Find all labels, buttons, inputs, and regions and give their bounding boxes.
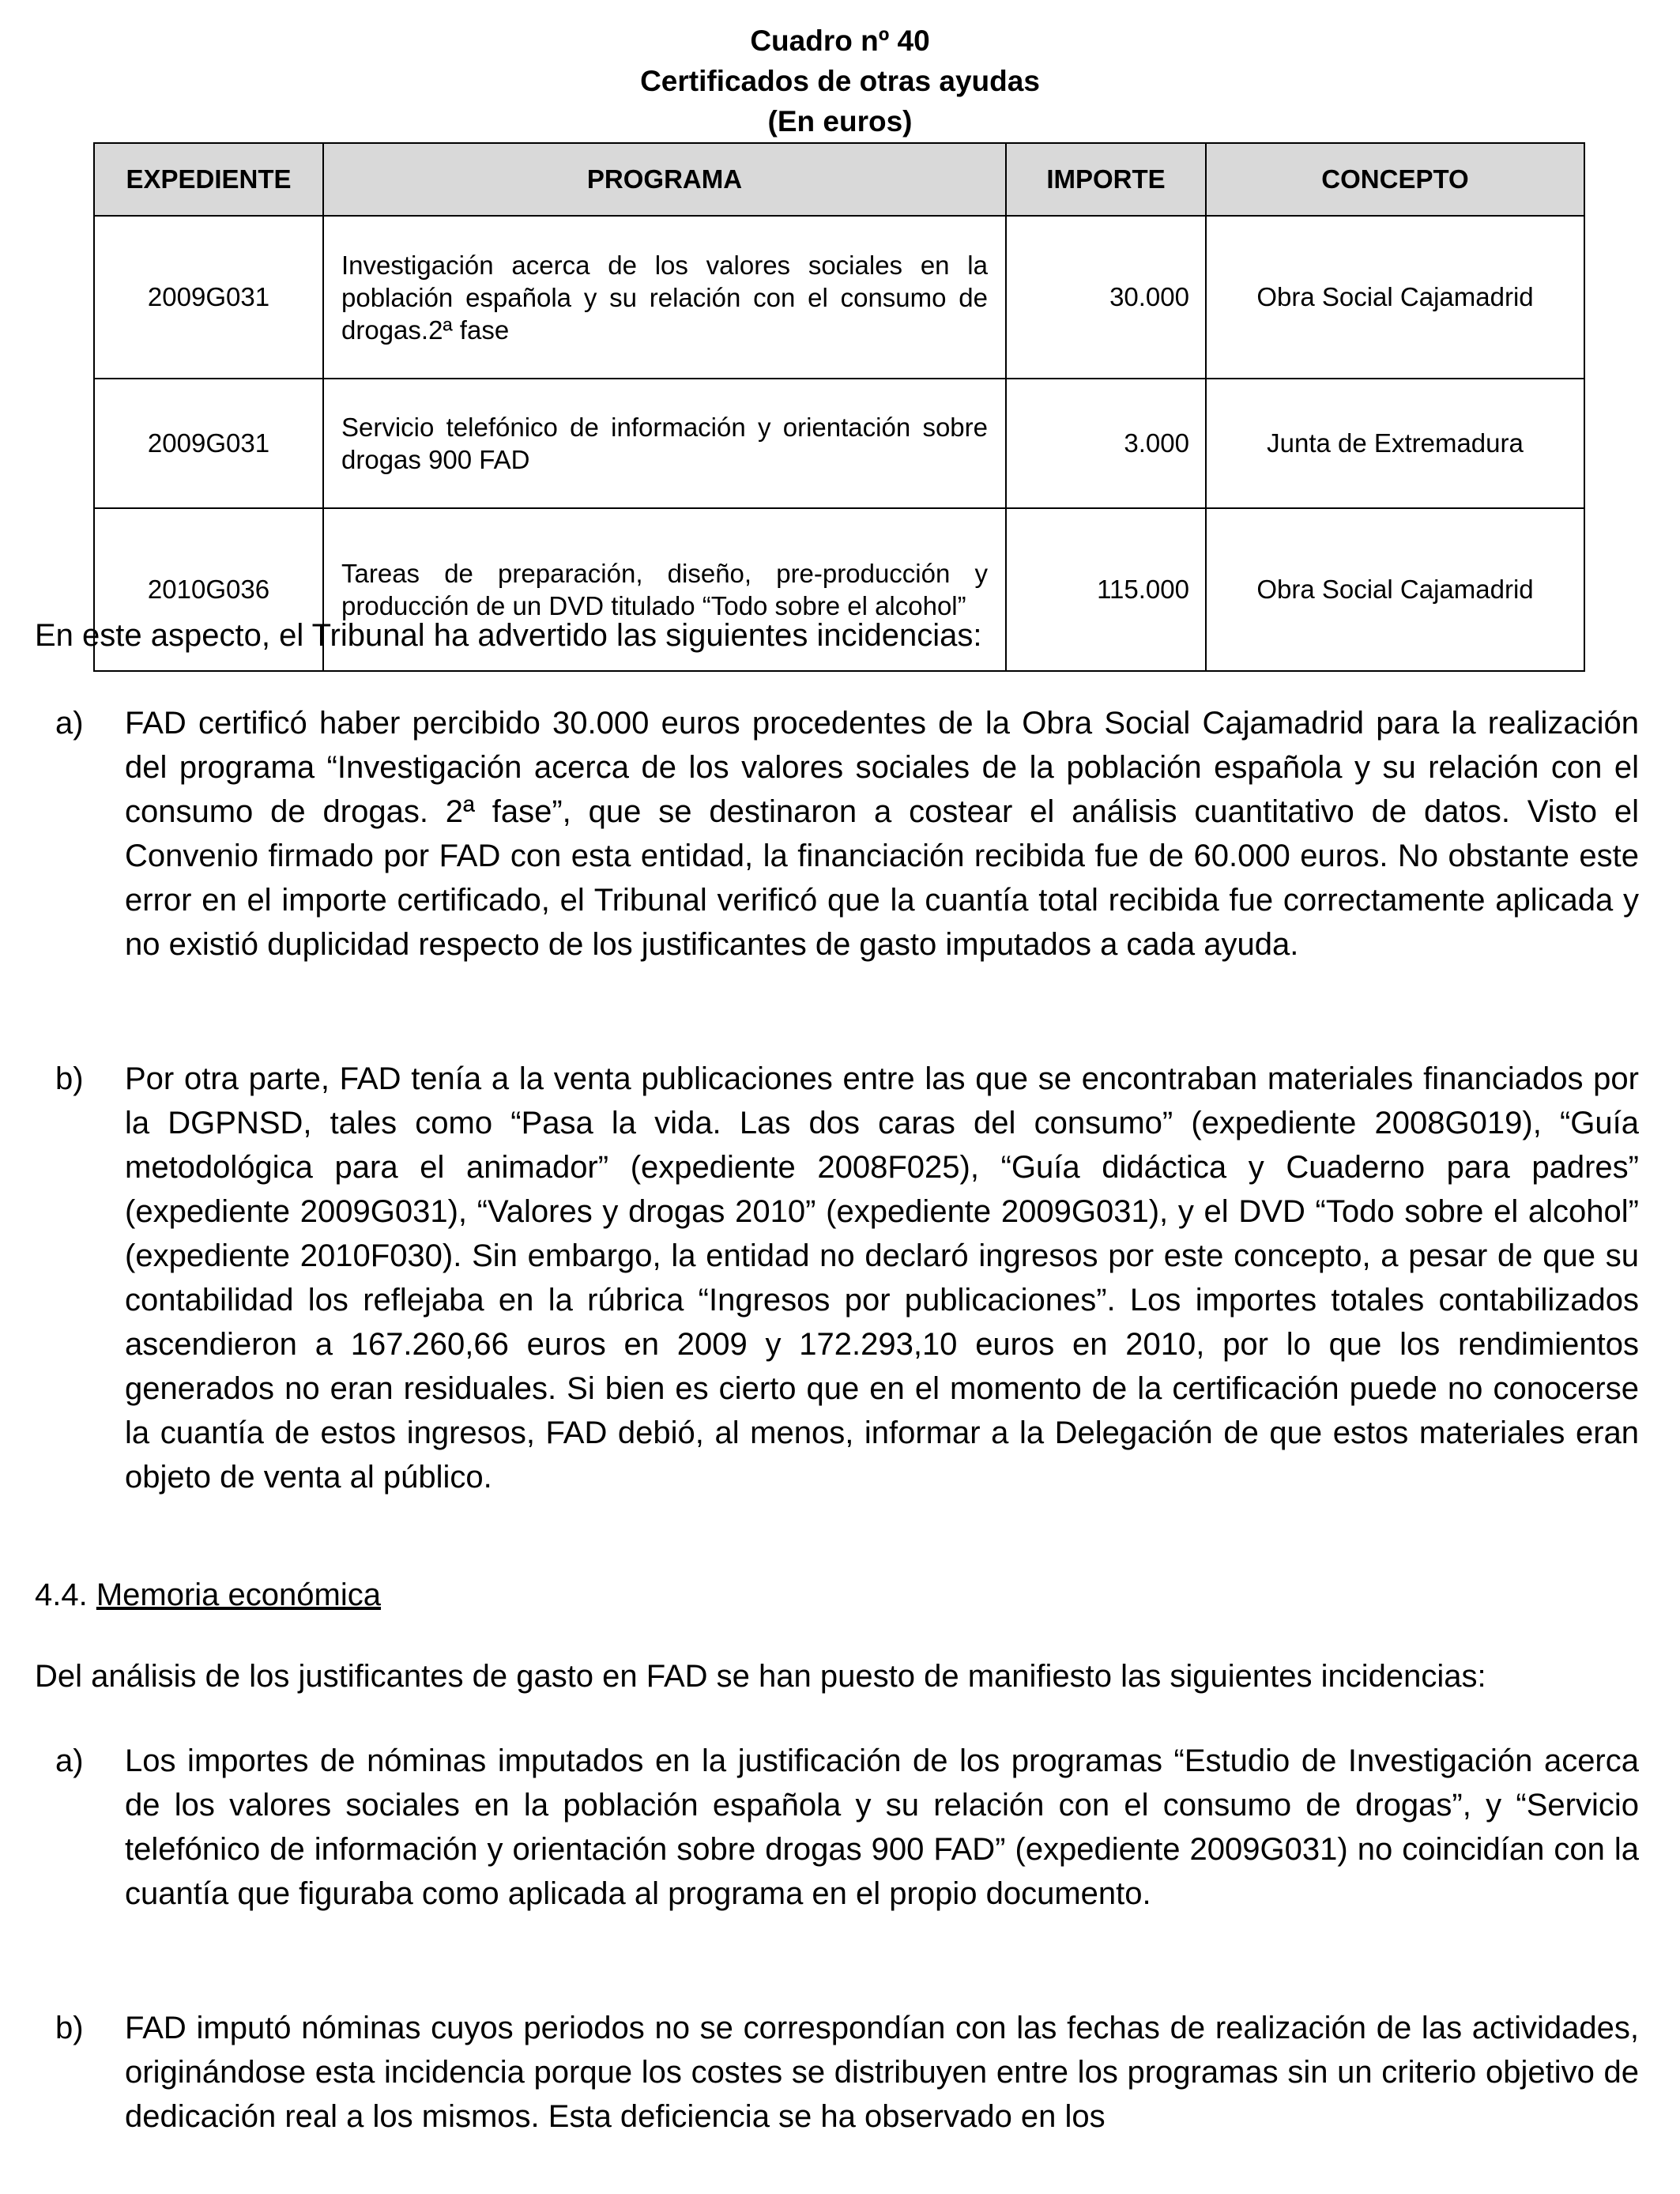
caption-title: Certificados de otras ayudas (640, 65, 1040, 97)
caption-number: Cuadro nº 40 (750, 25, 930, 57)
caption-units: (En euros) (767, 105, 913, 138)
cell-expediente: 2010G036 (94, 508, 323, 671)
list-item-label: b) (55, 1061, 84, 1096)
list-item-label: a) (55, 1744, 84, 1778)
header-expediente: EXPEDIENTE (94, 143, 323, 216)
intro-paragraph: En este aspecto, el Tribunal ha advertido las siguientes incidencias: (35, 618, 982, 653)
list-item-text: Por otra parte, FAD tenía a la venta publicaciones entre las que se encontraban materiales financiados por la DGPNSD, tales como “Pasa la vida. Las dos caras del consumo” (expediente 2008G019), “Guía metodológica para el animador” (expediente 2008F025), “Guía didáctica y Cuaderno para padres” (expediente 2009G031), “Valores y drogas 2010” (expediente 2009G031), y el DVD “Todo sobre el alcohol” (expediente 2010F030). Sin embargo, la entidad no declaró ingresos por este concepto, a pesar de que su contabilidad los reflejaba en la rúbrica “Ingresos por publicaciones”. Los importes totales contabilizados ascendieron a 167.260,66 euros en 2009 y 172.293,10 euros en 2010, por lo que los rendimientos generados no eran residuales. Si bien es cierto que en el momento de la certificación puede no conocerse la cuantía de estos ingresos, FAD debió, al menos, informar a la Delegación de que estos materiales eran objeto de venta al público. (125, 1061, 1639, 1495)
cell-expediente: 2009G031 (94, 379, 323, 508)
table-row (94, 379, 1584, 508)
table-header-row (94, 143, 1584, 216)
header-programa: PROGRAMA (323, 143, 1006, 216)
cell-concepto: Obra Social Cajamadrid (1206, 508, 1584, 671)
list-item (35, 1057, 1639, 1499)
table-row (94, 216, 1584, 379)
list-item-label: a) (55, 706, 84, 741)
intro2-paragraph: Del análisis de los justificantes de gasto en FAD se han puesto de manifiesto las siguientes incidencias: (35, 1659, 1486, 1694)
list-item (35, 701, 1639, 967)
section-number: 4.4. (35, 1578, 88, 1612)
list-item-text: FAD imputó nóminas cuyos periodos no se correspondían con las fechas de realización de las actividades, originándose esta incidencia porque los costes se distribuyen entre los programas sin un criterio objetivo de dedicación real a los mismos. Esta deficiencia se ha observado en los (125, 2011, 1639, 2134)
cell-expediente: 2009G031 (94, 216, 323, 379)
list-item (35, 1739, 1639, 1916)
list-item-text: Los importes de nóminas imputados en la justificación de los programas “Estudio de Investigación acerca de los valores sociales en la población española y su relación con el consumo de drogas”, y “Servicio telefónico de información y orientación sobre drogas 900 FAD” (expediente 2009G031) no coincidían con la cuantía que figuraba como aplicada al programa en el propio documento. (125, 1744, 1639, 1911)
cell-programa: Investigación acerca de los valores sociales en la población española y su relación con el consumo de drogas.2ª fase (323, 216, 1006, 379)
cell-programa: Tareas de preparación, diseño, pre-producción y producción de un DVD titulado “Todo sobre el alcohol” (323, 508, 1006, 671)
cell-concepto: Junta de Extremadura (1206, 379, 1584, 508)
header-importe: IMPORTE (1006, 143, 1206, 216)
cell-concepto: Obra Social Cajamadrid (1206, 216, 1584, 379)
cell-programa: Servicio telefónico de información y orientación sobre drogas 900 FAD (323, 379, 1006, 508)
list-item-label: b) (55, 2011, 84, 2045)
cell-importe: 30.000 (1006, 216, 1206, 379)
cell-importe: 115.000 (1006, 508, 1206, 671)
list-item-text: FAD certificó haber percibido 30.000 euros procedentes de la Obra Social Cajamadrid para la realización del programa “Investigación acerca de los valores sociales de la población española y su relación con el consumo de drogas. 2ª fase”, que se destinaron a costear el análisis cuantitativo de datos. Visto el Convenio firmado por FAD con esta entidad, la financiación recibida fue de 60.000 euros. No obstante este error en el importe certificado, el Tribunal verificó que la cuantía total recibida fue correctamente aplicada y no existió duplicidad respecto de los justificantes de gasto imputados a cada ayuda. (125, 706, 1639, 962)
cell-importe: 3.000 (1006, 379, 1206, 508)
certificados-table (93, 142, 1585, 672)
header-concepto: CONCEPTO (1206, 143, 1584, 216)
section-heading (35, 1573, 1639, 1617)
table-caption (0, 21, 1680, 141)
list-item (35, 2006, 1639, 2139)
section-title: Memoria económica (96, 1578, 381, 1612)
